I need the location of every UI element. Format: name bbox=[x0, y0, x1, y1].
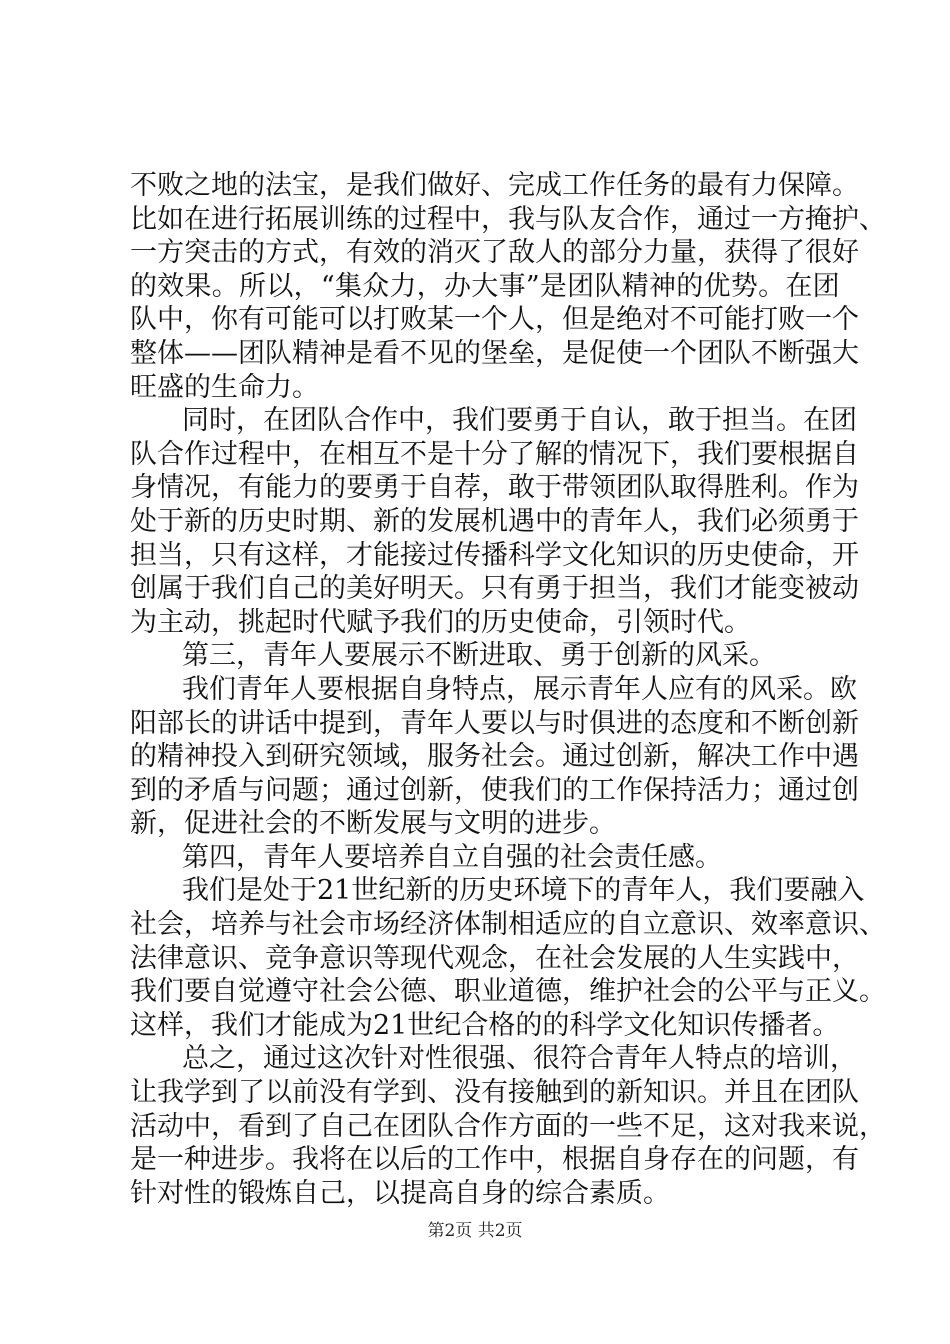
text-line: 阳部长的讲话中提到，青年人要以与时俱进的态度和不断创新 bbox=[130, 707, 859, 739]
text-line: 让我学到了以前没有学到、没有接触到的新知识。并且在团队 bbox=[130, 1077, 859, 1109]
text-line: 活动中，看到了自己在团队合作方面的一些不足，这对我来说， bbox=[130, 1110, 886, 1142]
text-line: 队合作过程中，在相互不是十分了解的情况下，我们要根据自 bbox=[130, 438, 859, 470]
text-line: 一方突击的方式，有效的消灭了敌人的部分力量，获得了很好 bbox=[130, 237, 859, 269]
body-text bbox=[130, 169, 886, 1210]
text-line: 队中，你有可能可以打败某一个人，但是绝对不可能打败一个 bbox=[130, 304, 859, 336]
text-line: 整体——团队精神是看不见的堡垒，是促使一个团队不断强大 bbox=[130, 337, 859, 369]
page-footer: 第2页 共2页 bbox=[427, 1221, 523, 1241]
text-line: 不败之地的法宝，是我们做好、完成工作任务的最有力保障。 bbox=[130, 170, 859, 201]
text-line: 新，促进社会的不断发展与文明的进步。 bbox=[130, 808, 616, 840]
text-line: 第三，青年人要展示不断进取、勇于创新的风采。 bbox=[182, 640, 776, 672]
text-line: 是一种进步。我将在以后的工作中，根据自身存在的问题，有 bbox=[130, 1144, 859, 1176]
text-line: 这样，我们才能成为21世纪合格的的科学文化知识传播者。 bbox=[130, 1009, 840, 1041]
text-line: 第四，青年人要培养自立自强的社会责任感。 bbox=[182, 841, 722, 873]
text-line: 我们是处于21世纪新的历史环境下的青年人，我们要融入 bbox=[182, 875, 865, 907]
text-line: 我们要自觉遵守社会公德、职业道德，维护社会的公平与正义。 bbox=[130, 976, 886, 1008]
text-line: 为主动，挑起时代赋予我们的历史使命，引领时代。 bbox=[130, 606, 751, 638]
text-line: 处于新的历史时期、新的发展机遇中的青年人，我们必须勇于 bbox=[130, 505, 859, 537]
text-line: 到的矛盾与问题；通过创新，使我们的工作保持活力；通过创 bbox=[130, 774, 859, 806]
text-line: 身情况，有能力的要勇于自荐，敢于带领团队取得胜利。作为 bbox=[130, 472, 859, 504]
text-line: 比如在进行拓展训练的过程中，我与队友合作，通过一方掩护、 bbox=[130, 203, 886, 235]
text-line: 创属于我们自己的美好明天。只有勇于担当，我们才能变被动 bbox=[130, 573, 859, 605]
text-line: 针对性的锻炼自己，以提高自身的综合素质。 bbox=[130, 1177, 670, 1209]
text-line: 总之，通过这次针对性很强、很符合青年人特点的培训， bbox=[182, 1043, 857, 1075]
text-line: 担当，只有这样，才能接过传播科学文化知识的历史使命，开 bbox=[130, 539, 859, 571]
text-line: 同时，在团队合作中，我们要勇于自认，敢于担当。在团 bbox=[182, 405, 857, 437]
text-line: 的效果。所以，“集众力，办大事”是团队精神的优势。在团 bbox=[130, 270, 840, 302]
text-line: 我们青年人要根据自身特点，展示青年人应有的风采。欧 bbox=[182, 673, 857, 705]
text-line: 社会，培养与社会市场经济体制相适应的自立意识、效率意识、 bbox=[130, 909, 886, 941]
text-line: 的精神投入到研究领域，服务社会。通过创新，解决工作中遇 bbox=[130, 741, 859, 773]
text-line: 旺盛的生命力。 bbox=[130, 371, 319, 403]
text-line: 法律意识、竞争意识等现代观念，在社会发展的人生实践中， bbox=[130, 942, 859, 974]
